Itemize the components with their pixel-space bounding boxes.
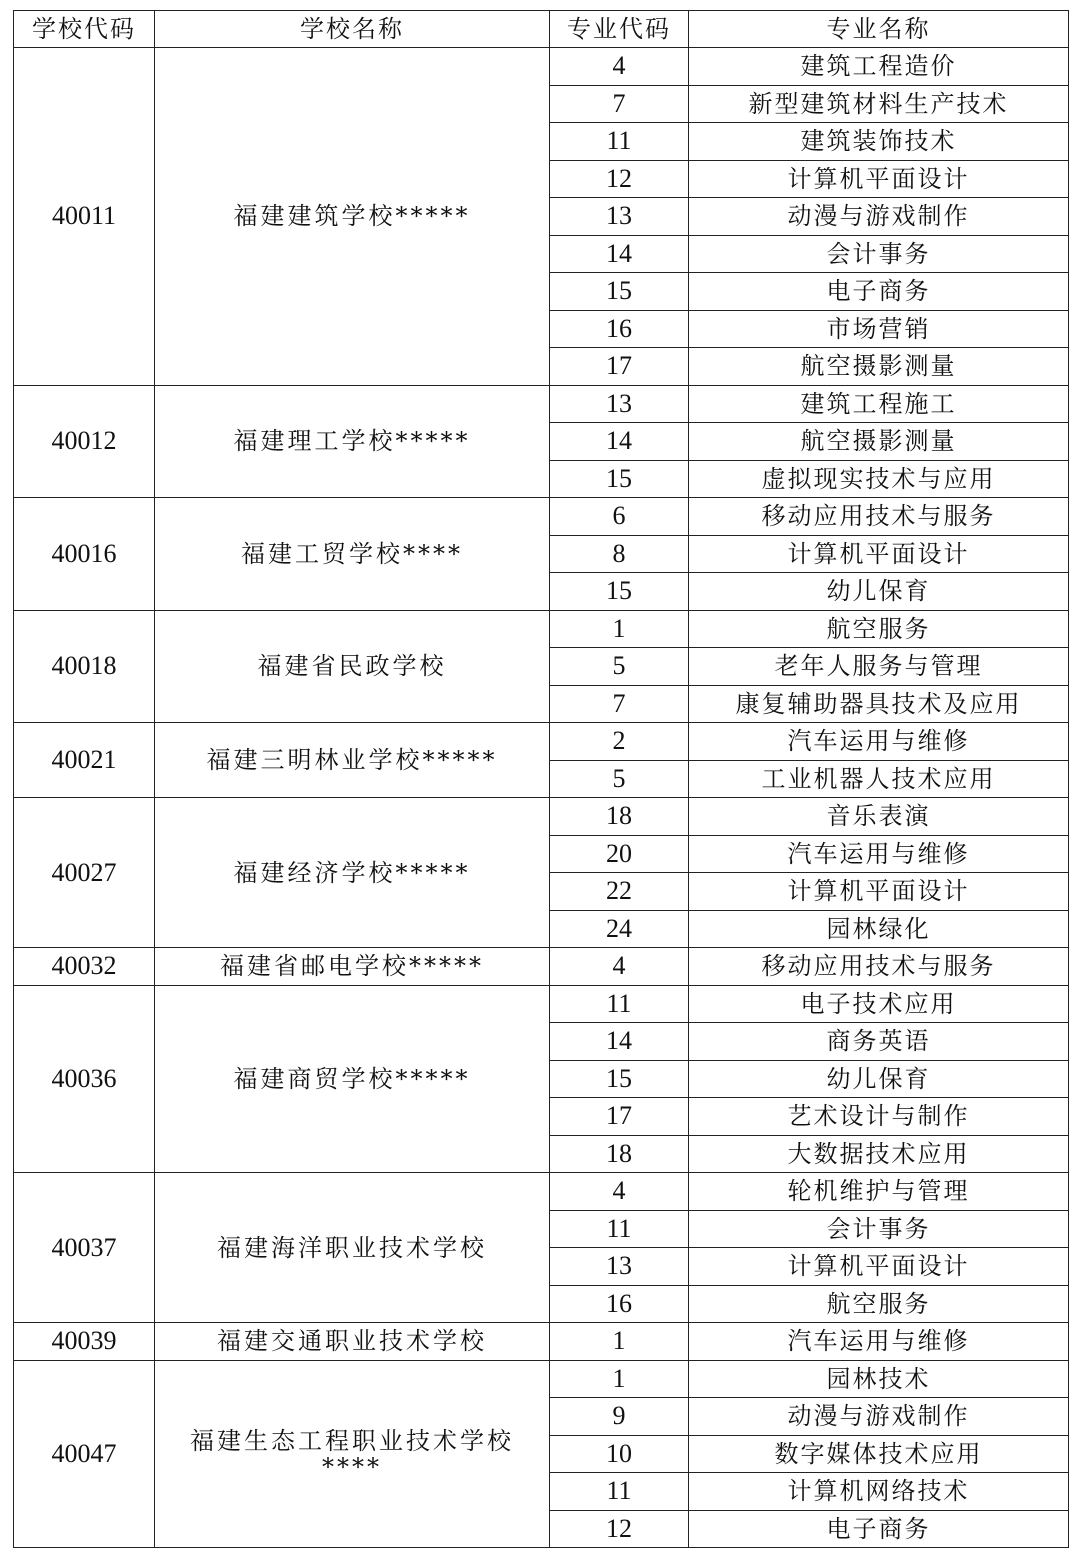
- major-code-cell: 14: [550, 423, 689, 461]
- school-name-cell: 福建工贸学校****: [155, 498, 550, 611]
- school-major-table: [13, 10, 1069, 1548]
- school-code-cell: 40018: [14, 610, 155, 723]
- major-name-cell: 工业机器人技术应用: [689, 760, 1069, 798]
- major-code-cell: 11: [550, 1210, 689, 1248]
- major-code-cell: 15: [550, 460, 689, 498]
- major-name-cell: 会计事务: [689, 235, 1069, 273]
- school-name-cell: 福建省邮电学校*****: [155, 948, 550, 986]
- major-code-cell: 2: [550, 723, 689, 761]
- header-major-name: 专业名称: [689, 11, 1069, 48]
- major-name-cell: 电子商务: [689, 273, 1069, 311]
- major-name-cell: 数字媒体技术应用: [689, 1435, 1069, 1473]
- header-major-code: 专业代码: [550, 11, 689, 48]
- major-code-cell: 16: [550, 1285, 689, 1323]
- school-name-cell: 福建建筑学校*****: [155, 48, 550, 386]
- major-name-cell: 虚拟现实技术与应用: [689, 460, 1069, 498]
- table-body: [14, 48, 1069, 1548]
- major-name-cell: 园林绿化: [689, 910, 1069, 948]
- major-name-cell: 商务英语: [689, 1023, 1069, 1061]
- major-code-cell: 12: [550, 160, 689, 198]
- major-name-cell: 航空服务: [689, 610, 1069, 648]
- major-name-cell: 园林技术: [689, 1360, 1069, 1398]
- major-code-cell: 12: [550, 1510, 689, 1548]
- school-code-cell: 40039: [14, 1323, 155, 1361]
- major-name-cell: 艺术设计与制作: [689, 1098, 1069, 1136]
- major-name-cell: 计算机平面设计: [689, 535, 1069, 573]
- major-code-cell: 1: [550, 1360, 689, 1398]
- major-code-cell: 7: [550, 685, 689, 723]
- major-name-cell: 老年人服务与管理: [689, 648, 1069, 686]
- major-name-cell: 电子技术应用: [689, 985, 1069, 1023]
- major-name-cell: 汽车运用与维修: [689, 1323, 1069, 1361]
- major-name-cell: 计算机平面设计: [689, 873, 1069, 911]
- major-code-cell: 16: [550, 310, 689, 348]
- major-name-cell: 动漫与游戏制作: [689, 198, 1069, 236]
- major-code-cell: 13: [550, 385, 689, 423]
- major-name-cell: 新型建筑材料生产技术: [689, 85, 1069, 123]
- major-code-cell: 24: [550, 910, 689, 948]
- major-code-cell: 22: [550, 873, 689, 911]
- school-code-cell: 40037: [14, 1173, 155, 1323]
- major-code-cell: 14: [550, 1023, 689, 1061]
- major-name-cell: 建筑装饰技术: [689, 123, 1069, 161]
- table-row: [14, 498, 1069, 536]
- major-name-cell: 计算机网络技术: [689, 1473, 1069, 1511]
- header-row: [14, 11, 1069, 48]
- major-name-cell: 动漫与游戏制作: [689, 1398, 1069, 1436]
- major-code-cell: 4: [550, 948, 689, 986]
- major-code-cell: 13: [550, 198, 689, 236]
- major-name-cell: 航空摄影测量: [689, 348, 1069, 386]
- table-row: [14, 385, 1069, 423]
- table-row: [14, 1173, 1069, 1211]
- table-row: [14, 1360, 1069, 1398]
- table-row: [14, 798, 1069, 836]
- major-code-cell: 4: [550, 1173, 689, 1211]
- major-name-cell: 建筑工程施工: [689, 385, 1069, 423]
- table-row: [14, 948, 1069, 986]
- major-code-cell: 10: [550, 1435, 689, 1473]
- major-code-cell: 11: [550, 985, 689, 1023]
- major-code-cell: 7: [550, 85, 689, 123]
- header-school-code: 学校代码: [14, 11, 155, 48]
- school-code-cell: 40021: [14, 723, 155, 798]
- school-name-cell: 福建商贸学校*****: [155, 985, 550, 1173]
- school-name-cell: 福建理工学校*****: [155, 385, 550, 498]
- major-code-cell: 14: [550, 235, 689, 273]
- major-code-cell: 15: [550, 573, 689, 611]
- major-name-cell: 会计事务: [689, 1210, 1069, 1248]
- major-name-cell: 汽车运用与维修: [689, 835, 1069, 873]
- major-code-cell: 8: [550, 535, 689, 573]
- major-name-cell: 音乐表演: [689, 798, 1069, 836]
- header-school-name: 学校名称: [155, 11, 550, 48]
- major-code-cell: 20: [550, 835, 689, 873]
- major-code-cell: 18: [550, 1135, 689, 1173]
- major-name-cell: 计算机平面设计: [689, 1248, 1069, 1286]
- table-row: [14, 1323, 1069, 1361]
- table-row: [14, 985, 1069, 1023]
- school-code-cell: 40047: [14, 1360, 155, 1548]
- major-name-cell: 航空摄影测量: [689, 423, 1069, 461]
- major-name-cell: 计算机平面设计: [689, 160, 1069, 198]
- major-name-cell: 电子商务: [689, 1510, 1069, 1548]
- major-code-cell: 1: [550, 1323, 689, 1361]
- table-row: [14, 48, 1069, 86]
- school-name-cell: 福建经济学校*****: [155, 798, 550, 948]
- table-row: [14, 723, 1069, 761]
- major-code-cell: 15: [550, 273, 689, 311]
- table-row: [14, 610, 1069, 648]
- major-code-cell: 1: [550, 610, 689, 648]
- school-name-cell: 福建三明林业学校*****: [155, 723, 550, 798]
- major-code-cell: 5: [550, 648, 689, 686]
- school-code-cell: 40036: [14, 985, 155, 1173]
- school-name-cell: 福建海洋职业技术学校: [155, 1173, 550, 1323]
- major-code-cell: 9: [550, 1398, 689, 1436]
- school-code-cell: 40012: [14, 385, 155, 498]
- major-name-cell: 幼儿保育: [689, 573, 1069, 611]
- major-code-cell: 6: [550, 498, 689, 536]
- school-code-cell: 40011: [14, 48, 155, 386]
- major-code-cell: 15: [550, 1060, 689, 1098]
- major-code-cell: 11: [550, 123, 689, 161]
- major-name-cell: 航空服务: [689, 1285, 1069, 1323]
- major-name-cell: 康复辅助器具技术及应用: [689, 685, 1069, 723]
- major-name-cell: 汽车运用与维修: [689, 723, 1069, 761]
- major-name-cell: 大数据技术应用: [689, 1135, 1069, 1173]
- major-code-cell: 17: [550, 348, 689, 386]
- major-name-cell: 幼儿保育: [689, 1060, 1069, 1098]
- major-code-cell: 11: [550, 1473, 689, 1511]
- major-name-cell: 轮机维护与管理: [689, 1173, 1069, 1211]
- school-code-cell: 40016: [14, 498, 155, 611]
- major-name-cell: 移动应用技术与服务: [689, 948, 1069, 986]
- school-name-cell: 福建交通职业技术学校: [155, 1323, 550, 1361]
- school-name-cell: 福建省民政学校: [155, 610, 550, 723]
- major-name-cell: 移动应用技术与服务: [689, 498, 1069, 536]
- major-code-cell: 13: [550, 1248, 689, 1286]
- major-code-cell: 17: [550, 1098, 689, 1136]
- major-code-cell: 4: [550, 48, 689, 86]
- school-name-cell: 福建生态工程职业技术学校****: [155, 1360, 550, 1548]
- school-code-cell: 40032: [14, 948, 155, 986]
- school-code-cell: 40027: [14, 798, 155, 948]
- major-name-cell: 建筑工程造价: [689, 48, 1069, 86]
- major-code-cell: 18: [550, 798, 689, 836]
- major-name-cell: 市场营销: [689, 310, 1069, 348]
- major-code-cell: 5: [550, 760, 689, 798]
